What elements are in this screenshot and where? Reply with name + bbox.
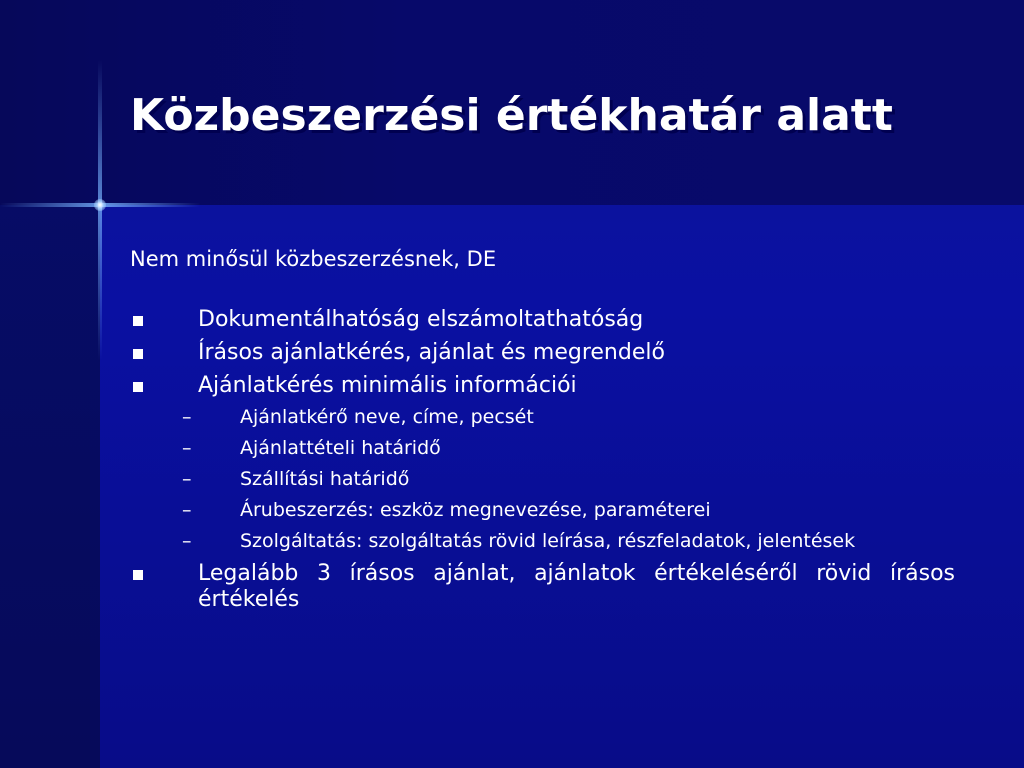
light-flare-star-icon <box>94 199 106 211</box>
bullet-item <box>130 561 955 613</box>
intro-line: Nem minősül közbeszerzésnek, DE <box>130 247 497 271</box>
dash-marker: – <box>182 499 192 521</box>
sub-bullet-item <box>182 530 955 552</box>
dash-marker: – <box>182 468 192 490</box>
bullet-item <box>130 307 955 333</box>
bullet-item <box>130 340 955 366</box>
sub-bullet-text: Árubeszerzés: eszköz megnevezése, paraméterei <box>240 499 711 521</box>
square-bullet-icon <box>130 307 198 333</box>
bullet-item <box>130 373 955 399</box>
square-bullet-icon <box>130 340 198 366</box>
dash-marker: – <box>182 406 192 428</box>
sub-bullet-item <box>182 468 955 490</box>
bullet-text: Dokumentálhatóság elszámoltathatóság <box>198 307 644 332</box>
sub-bullet-item <box>182 437 955 459</box>
dash-marker: – <box>182 437 192 459</box>
sub-bullet-item <box>182 499 955 521</box>
square-bullet-icon <box>130 561 198 587</box>
sub-bullet-text: Ajánlatkérő neve, címe, pecsét <box>240 406 534 428</box>
sub-bullet-text: Szolgáltatás: szolgáltatás rövid leírása, részfeladatok, jelentések <box>240 530 856 552</box>
square-bullet-icon <box>130 373 198 399</box>
slide-title: Közbeszerzési értékhatár alatt <box>130 90 893 141</box>
slide-body <box>130 245 955 620</box>
bullet-text: Ajánlatkérés minimális információi <box>198 373 577 398</box>
dash-marker: – <box>182 530 192 552</box>
bullet-text: Írásos ajánlatkérés, ajánlat és megrendelő <box>198 340 665 365</box>
sub-bullet-item <box>182 406 955 428</box>
sub-bullet-text: Szállítási határidő <box>240 468 410 490</box>
sub-bullet-text: Ajánlattételi határidő <box>240 437 441 459</box>
bullet-text: Legalább 3 írásos ajánlat, ajánlatok értékeléséről rövid írásos értékelés <box>198 561 955 612</box>
